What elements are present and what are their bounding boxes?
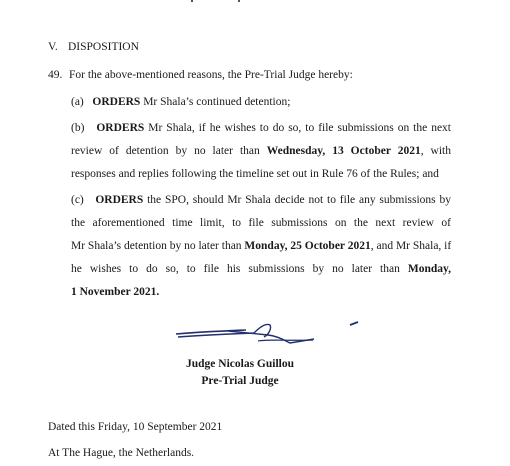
deadline-date: Wednesday, 13 October 2021 [266,145,421,157]
item-b-line-1 [71,117,451,140]
section-title: DISPOSITION [68,41,139,53]
orders-keyword: ORDERS [96,122,145,134]
item-text: Mr Shala, if he wishes to do so, to file submissions on the next [144,122,451,134]
deadline-date: 1 November 2021. [71,286,160,298]
section-number: V. [48,41,58,53]
item-text: review of detention by no later than [71,145,267,157]
judge-name: Judge Nicolas Guillou [186,358,294,370]
paragraph-text: For the above-mentioned reasons, the Pre-Trial Judge hereby: [69,69,353,81]
item-label: (a) [71,96,84,108]
top-mark [238,0,240,2]
item-text: Mr Shala’s detention by no later than [71,240,245,252]
item-b-line-2 [71,140,451,163]
deadline-date: Monday, [407,263,451,275]
item-label: (c) [71,194,84,206]
item-b [71,117,451,186]
item-c-line-4 [71,258,451,281]
item-b-line-3 [71,163,451,186]
item-a-line [71,91,451,114]
orders-keyword: ORDERS [95,194,144,206]
handwritten-signature [168,317,368,347]
item-a [71,91,451,114]
signature-block [180,356,300,390]
item-c-line-1 [71,189,451,212]
item-c-line-3 [71,235,451,258]
paragraph-number: 49. [48,69,63,81]
item-text: he wishes to do so, to file his submissions by no later than [71,263,408,275]
deadline-date: Monday, 25 October 2021 [244,240,371,252]
item-c-line-5 [71,281,451,304]
paragraph-49 [48,69,353,81]
item-text: the SPO, should Mr Shala decide not to file any submissions by [143,194,452,206]
orders-keyword: ORDERS [92,96,141,108]
item-text: , and Mr Shala, if [370,240,452,252]
item-text: Mr Shala’s continued detention; [140,96,291,108]
item-text: , with [420,145,452,157]
place-line: At The Hague, the Netherlands. [48,447,195,459]
item-text: responses and replies following the timeline set out in Rule 76 of the Rules; and [71,168,439,180]
section-heading [48,41,139,53]
dated-line: Dated this Friday, 10 September 2021 [48,421,223,433]
item-c [71,189,451,304]
judge-title: Pre-Trial Judge [201,375,279,387]
item-text: the aforementioned time limit, to file submissions on the next review of [71,217,451,229]
item-c-line-2 [71,212,451,235]
top-mark [191,0,193,2]
item-label: (b) [71,122,85,134]
